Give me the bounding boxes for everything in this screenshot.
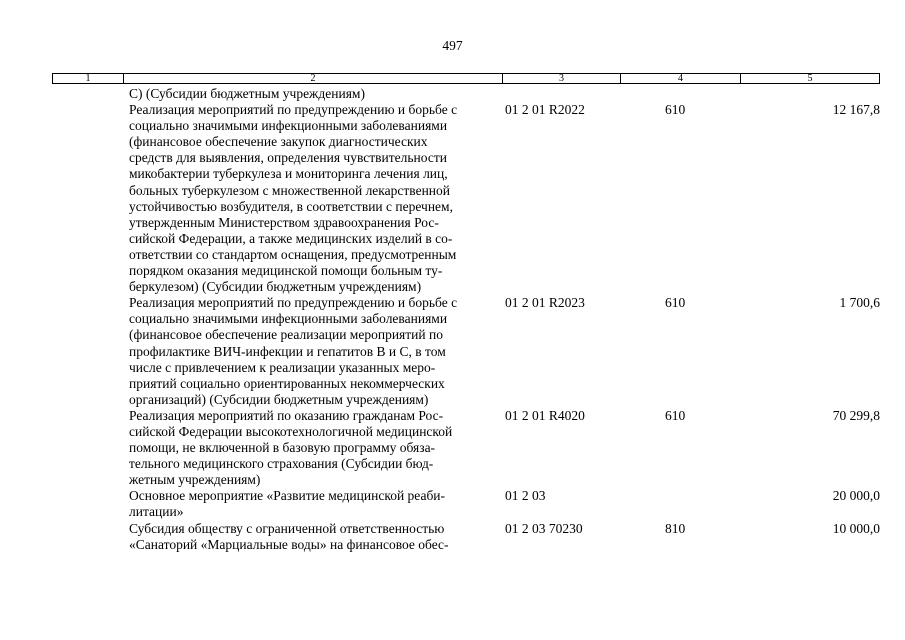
row-amount: 10 000,0 xyxy=(832,520,880,536)
column-header-5: 5 xyxy=(807,73,813,84)
row-amount: 12 167,8 xyxy=(832,102,880,118)
row-description-line: Основное мероприятие «Развитие медицинской реаби- xyxy=(129,488,446,504)
row-description-line: литации» xyxy=(129,504,184,520)
row-description-line: сийской Федерации высокотехнологичной медицинской xyxy=(129,423,453,439)
column-header-3: 3 xyxy=(503,74,621,83)
row-type: 610 xyxy=(665,102,686,118)
row-description-line: жетным учреждениям) xyxy=(129,472,261,488)
row-description-line: приятий социально ориентированных некоммерческих xyxy=(129,375,445,391)
column-header-2: 2 xyxy=(124,74,503,83)
row-description-line: профилактике ВИЧ-инфекции и гепатитов В и С, в том xyxy=(129,343,446,359)
row-amount: 1 700,6 xyxy=(839,295,880,311)
row-amount: 20 000,0 xyxy=(832,488,880,504)
row-description-line: организаций) (Субсидии бюджетным учреждениям) xyxy=(129,391,429,407)
row-description-line: беркулезом) (Субсидии бюджетным учреждениям) xyxy=(129,279,422,295)
row-type: 610 xyxy=(665,295,686,311)
row-description-line: социально значимыми инфекционными заболеваниями xyxy=(129,118,448,134)
row-description-line: С) (Субсидии бюджетным учреждениям) xyxy=(129,86,365,101)
row-amount: 70 299,8 xyxy=(832,407,880,423)
row-description-line: устойчивостью возбудителя, в соответствии с перечнем, xyxy=(129,198,453,214)
row-description-line: (финансовое обеспечение реализации мероприятий по xyxy=(129,327,443,343)
table-row xyxy=(129,295,880,311)
row-description-line: Субсидия обществу с ограниченной ответственностью xyxy=(129,520,445,536)
row-description-line: микобактерии туберкулеза и мониторинга лечения лиц, xyxy=(129,166,448,182)
row-description-line: тельного медицинского страхования (Субсидии бюд- xyxy=(129,456,434,472)
row-type: 610 xyxy=(665,407,686,423)
row-description-line: Реализация мероприятий по предупреждению и борьбе с xyxy=(129,295,458,311)
column-header-1: 1 xyxy=(53,74,124,83)
table-body xyxy=(129,86,880,553)
row-type: 810 xyxy=(665,520,686,536)
row-description-line: числе с привлечением к реализации указанных меро- xyxy=(129,359,436,375)
row-description-line: социально значимыми инфекционными заболеваниями xyxy=(129,311,448,327)
table-row xyxy=(129,521,880,537)
row-description-line: (финансовое обеспечение закупок диагностических xyxy=(129,134,428,150)
row-code: 01 2 03 xyxy=(505,488,546,504)
table-row xyxy=(129,86,880,102)
table-header-row xyxy=(52,73,880,84)
row-description-line: больных туберкулезом с множественной лекарственной xyxy=(129,182,450,198)
row-description-line: Реализация мероприятий по предупреждению и борьбе с xyxy=(129,102,458,118)
column-header-4: 4 xyxy=(621,74,741,83)
table-row xyxy=(129,408,880,424)
row-code: 01 2 01 R4020 xyxy=(505,407,585,423)
page-number: 497 xyxy=(442,38,463,53)
row-code: 01 2 01 R2023 xyxy=(505,295,585,311)
row-description-line: утвержденным Министерством здравоохранения Рос- xyxy=(129,214,439,230)
row-description-line: Реализация мероприятий по оказанию гражданам Рос- xyxy=(129,407,444,423)
row-description-line: порядком оказания медицинской помощи больным ту- xyxy=(129,263,443,279)
row-description-line: ответствии со стандартом оснащения, предусмотренным xyxy=(129,246,457,262)
row-description-line: помощи, не включенной в базовую программу обяза- xyxy=(129,440,436,456)
row-description-line: средств для выявления, определения чувствительности xyxy=(129,150,447,166)
table-row xyxy=(129,102,880,118)
table-row xyxy=(129,488,880,504)
row-code: 01 2 01 R2022 xyxy=(505,102,585,118)
row-code: 01 2 03 70230 xyxy=(505,520,583,536)
row-description-line: «Санаторий «Марциальные воды» на финансовое обес- xyxy=(129,536,449,552)
row-description-line: сийской Федерации, а также медицинских изделий в со- xyxy=(129,230,453,246)
